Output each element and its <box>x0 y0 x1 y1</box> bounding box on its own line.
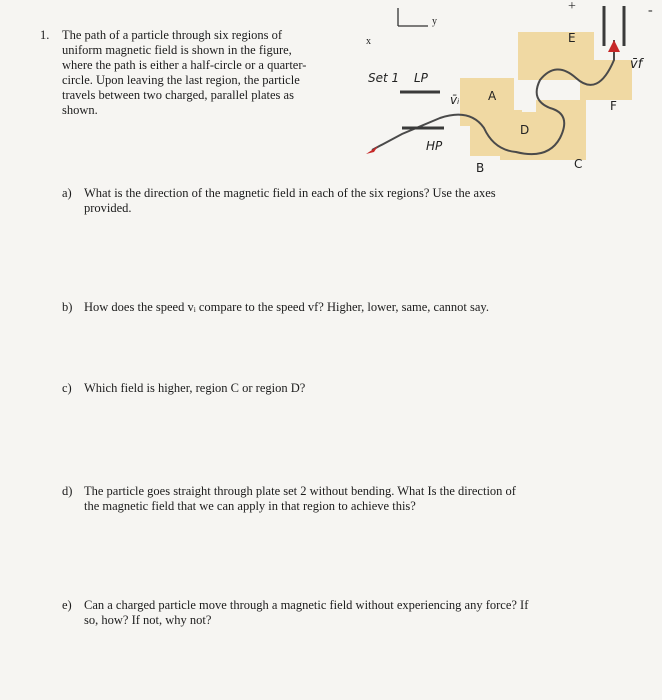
part-line: How does the speed vᵢ compare to the speed vf? Higher, lower, same, cannot say. <box>84 300 489 314</box>
part-letter: e) <box>62 598 72 612</box>
region-e-label: E <box>568 31 576 45</box>
region-a-label: A <box>488 89 497 103</box>
question-line: The path of a particle through six regions of <box>62 28 283 42</box>
part-line: What is the direction of the magnetic field in each of the six regions? Use the axes <box>84 186 496 200</box>
plate-bottom-mark: - <box>648 3 653 18</box>
region-f-label: F <box>610 99 617 113</box>
plate-set-1 <box>400 92 444 128</box>
region-d-label: D <box>520 123 530 137</box>
axis-y-label: y <box>432 16 437 27</box>
axis-x-label: x <box>366 36 371 47</box>
part-line: The particle goes straight through plate set 2 without bending. What Is the direction of <box>84 484 516 498</box>
region-c-box <box>536 100 586 160</box>
field-regions <box>460 32 632 160</box>
region-c-label: C <box>574 157 583 171</box>
part-line: the magnetic field that we can apply in that region to achieve this? <box>84 499 416 513</box>
part-letter: d) <box>62 484 73 498</box>
set-label: Set 1 <box>368 71 400 85</box>
plate-top-mark: + <box>568 0 576 14</box>
vi-label: v̄ᵢ <box>450 93 460 107</box>
vf-label: v̄f <box>630 57 643 72</box>
axes-diagram <box>366 8 437 47</box>
question-line: shown. <box>62 103 98 117</box>
part-line: Which field is higher, region C or region D? <box>84 381 306 395</box>
question-line: travels between two charged, parallel plates as <box>62 88 294 102</box>
part-line: provided. <box>84 201 132 215</box>
part-line: so, how? If not, why not? <box>84 613 212 627</box>
part-letter: b) <box>62 300 73 314</box>
part-letter: a) <box>62 186 72 200</box>
exit-arrow-icon <box>608 40 620 52</box>
part-line: Can a charged particle move through a magnetic field without experiencing any force? If <box>84 598 529 612</box>
question-line: circle. Upon leaving the last region, the particle <box>62 73 300 87</box>
region-f-box <box>580 60 632 100</box>
entry-arrow-icon <box>366 146 378 154</box>
question-line: where the path is either a half-circle or a quarter- <box>62 58 307 72</box>
question-number: 1. <box>40 28 50 42</box>
lp-label: LP <box>414 71 428 85</box>
hp-label: HP <box>426 139 443 153</box>
question-line: uniform magnetic field is shown in the figure, <box>62 43 292 57</box>
region-b-label: B <box>476 161 485 175</box>
part-letter: c) <box>62 381 72 395</box>
